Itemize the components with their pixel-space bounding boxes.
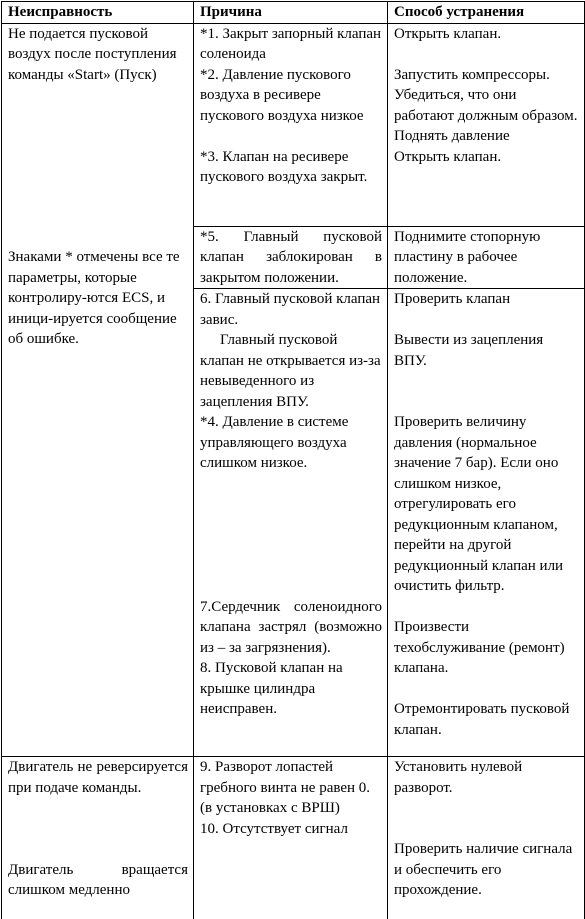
header-remedy: Способ устранения	[388, 2, 585, 24]
fault-text: Двигатель вращается слишком медленно	[8, 861, 188, 898]
cause-item: 10. Отсутствует сигнал	[200, 820, 348, 837]
cause-cell	[194, 226, 388, 289]
remedy-item: Вывести из зацепления ВПУ.	[394, 332, 544, 369]
table-row	[2, 757, 585, 919]
cause-cell	[194, 757, 388, 919]
remedy-cell	[388, 23, 585, 226]
header-fault: Неисправность	[2, 2, 194, 24]
remedy-cell	[388, 289, 585, 757]
remedy-item: Отремонтировать пусковой клапан.	[394, 701, 570, 738]
fault-cell	[2, 757, 194, 919]
cause-item: *3. Клапан на ресивере пускового воздуха закрыт.	[200, 148, 368, 185]
table-row	[2, 23, 585, 226]
cause-item: 6. Главный пусковой клапан завис.	[200, 291, 381, 328]
remedy-item: Установить нулевой разворот.	[394, 759, 523, 796]
cause-item: *2. Давление пускового воздуха в ресивере пускового воздуха низкое	[200, 66, 364, 124]
cause-cell	[194, 289, 388, 757]
cause-item: *5. Главный пусковой клапан заблокирован в закрытом положении.	[200, 228, 382, 286]
remedy-item: Проверить клапан	[394, 291, 511, 307]
cause-item: *4. Давление в системе управляющего воздуха слишком низкое.	[200, 414, 349, 471]
remedy-item: Открыть клапан.	[394, 148, 502, 165]
fault-text: Двигатель не реверсируется при подаче команды.	[8, 759, 188, 796]
fault-text: Не подается пусковой воздух после поступления команды «Start» (Пуск)	[8, 25, 177, 83]
troubleshooting-table	[1, 1, 585, 919]
cause-item: 7.Сердечник соленоидного клапана застрял (возможно из – за загрязнения).	[200, 598, 382, 656]
cause-cell	[194, 23, 388, 226]
cause-item: Главный пусковой клапан не открывается из-за невыведенного из зацепления ВПУ.	[200, 332, 381, 410]
fault-cell	[2, 23, 194, 757]
header-row	[2, 2, 585, 24]
remedy-item: Проверить величину давления (нормальное значение 7 бар). Если оно слишком низкое, отрегулировать его редукционным клапаном, перейти на другой редукционный клапан или очистить фильтр.	[394, 414, 564, 594]
cause-item: 8. Пусковой клапан на крышке цилиндра неисправен.	[200, 660, 343, 717]
remedy-cell	[388, 226, 585, 289]
remedy-item: Произвести техобслуживание (ремонт) клапана.	[394, 619, 565, 676]
cause-item: 9. Разворот лопастей гребного винта не равен 0. (в установках с ВРШ)	[200, 759, 371, 816]
remedy-item: Открыть клапан.	[394, 25, 502, 42]
remedy-item: Поднимите стопорную пластину в рабочее положение.	[394, 228, 541, 286]
remedy-item: Запустить компрессоры. Убедиться, что они работают должным образом. Поднять давление	[394, 66, 578, 144]
cause-item: *1. Закрыт запорный клапан соленоида	[200, 25, 382, 62]
remedy-item: Проверить наличие сигнала и обеспечить его прохождение.	[394, 841, 573, 898]
note-text: Знаками * отмечены все те параметры, которые контролиру-ются ECS, и иници-ируется сообщение об ошибке.	[8, 249, 180, 347]
remedy-cell	[388, 757, 585, 919]
header-cause: Причина	[194, 2, 388, 24]
